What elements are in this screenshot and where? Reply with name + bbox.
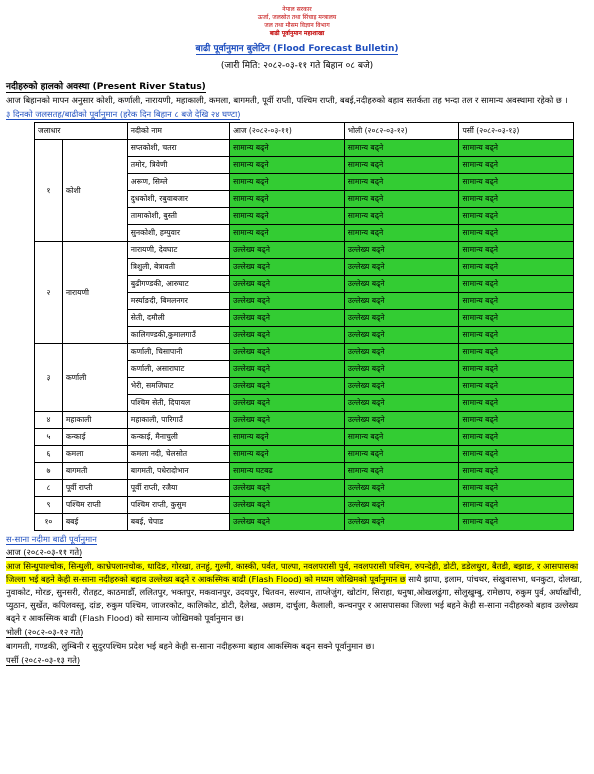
basin-name: कमला: [62, 446, 127, 463]
forecast-tomorrow: सामान्य बढ्ने: [344, 446, 459, 463]
basin-name: कन्काई: [62, 429, 127, 446]
forecast-tomorrow: उल्लेख्य बढ्ने: [344, 480, 459, 497]
forecast-today: सामान्य बढ्ने: [230, 140, 345, 157]
table-row: [35, 463, 574, 480]
forecast-today: उल्लेख्य बढ्ने: [230, 344, 345, 361]
forecast-day-after: सामान्य बढ्ने: [459, 446, 574, 463]
basin-name: कर्णाली: [62, 344, 127, 412]
station-name: कमला नदी, चेलसोत: [127, 446, 229, 463]
forecast-tomorrow: उल्लेख्य बढ्ने: [344, 361, 459, 378]
tomorrow-date: भोली (२०८२-०३-१२ गते): [6, 627, 84, 637]
forecast-tomorrow: सामान्य बढ्ने: [344, 191, 459, 208]
forecast-tomorrow: सामान्य बढ्ने: [344, 157, 459, 174]
forecast-day-after: सामान्य बढ्ने: [459, 259, 574, 276]
table-row: [35, 412, 574, 429]
issued-date: (जारी मिति: २०८२-०३-११ गते बिहान ०८ बजे): [220, 61, 374, 71]
basin-name: पूर्वी राप्ती: [62, 480, 127, 497]
forecast-today: उल्लेख्य बढ्ने: [230, 514, 345, 531]
forecast-today: उल्लेख्य बढ्ने: [230, 361, 345, 378]
forecast-tomorrow: उल्लेख्य बढ्ने: [344, 293, 459, 310]
basin-number: ९: [35, 497, 63, 514]
table-row: [35, 514, 574, 531]
station-name: पूर्वी राप्ती, रजैया: [127, 480, 229, 497]
basin-name: बबई: [62, 514, 127, 531]
forecast-today: उल्लेख्य बढ्ने: [230, 293, 345, 310]
forecast-table: [34, 122, 574, 531]
station-name: तमोर, त्रिवेणी: [127, 157, 229, 174]
col-tomorrow: भोली (२०८२-०३-१२): [344, 123, 459, 140]
forecast-day-after: सामान्य बढ्ने: [459, 242, 574, 259]
station-name: पश्चिम राप्ती, कुसुम: [127, 497, 229, 514]
station-name: बबई, चेपाड: [127, 514, 229, 531]
basin-number: ४: [35, 412, 63, 429]
forecast-tomorrow: उल्लेख्य बढ्ने: [344, 242, 459, 259]
forecast-day-after: सामान्य बढ्ने: [459, 463, 574, 480]
forecast-tomorrow: सामान्य बढ्ने: [344, 174, 459, 191]
forecast-day-after: सामान्य बढ्ने: [459, 174, 574, 191]
station-name: कर्णाली, चिसापानी: [127, 344, 229, 361]
agency-header: [0, 6, 594, 38]
basin-name: कोशी: [62, 140, 127, 242]
header-line-3: जल तथा मौसम विज्ञान विभाग: [264, 22, 330, 29]
station-name: बागमती, पधेरादोभान: [127, 463, 229, 480]
station-name: सुनकोशी, हम्पुवार: [127, 225, 229, 242]
basin-number: ६: [35, 446, 63, 463]
present-status-text: आज बिहानको मापन अनुसार कोशी, कर्णाली, नारायणी, महाकाली, कमला, बागमती, पूर्वी राप्ती, पश्चिम राप्ती, बबई,नदीहरुको बहाव सतर्कता तह भन्दा तल र सामान्य अवस्थामा रहेको छ ।: [6, 95, 568, 105]
forecast-today: सामान्य बढ्ने: [230, 208, 345, 225]
forecast-today: उल्लेख्य बढ्ने: [230, 395, 345, 412]
forecast-today: उल्लेख्य बढ्ने: [230, 378, 345, 395]
forecast-day-after: सामान्य बढ्ने: [459, 344, 574, 361]
basin-name: नारायणी: [62, 242, 127, 344]
station-name: मर्स्याङदी, बिमलनगर: [127, 293, 229, 310]
station-name: दुधकोशी, रबुवाबजार: [127, 191, 229, 208]
table-row: [35, 446, 574, 463]
station-name: नारायणी, देवघाट: [127, 242, 229, 259]
table-row: [35, 242, 574, 259]
basin-name: महाकाली: [62, 412, 127, 429]
col-today: आज (२०८२-०३-११): [230, 123, 345, 140]
header-line-2: ऊर्जा, जलस्रोत तथा सिंचाइ मन्त्रालय: [257, 14, 337, 21]
forecast-tomorrow: उल्लेख्य बढ्ने: [344, 259, 459, 276]
basin-number: ३: [35, 344, 63, 412]
forecast-day-after: सामान्य बढ्ने: [459, 497, 574, 514]
forecast-day-after: सामान्य बढ्ने: [459, 293, 574, 310]
forecast-day-after: सामान्य बढ्ने: [459, 361, 574, 378]
station-name: कर्णाली, असाराघाट: [127, 361, 229, 378]
table-row: [35, 140, 574, 157]
basin-number: ५: [35, 429, 63, 446]
basin-number: ७: [35, 463, 63, 480]
forecast-today: सामान्य बढ्ने: [230, 157, 345, 174]
forecast-day-after: सामान्य बढ्ने: [459, 429, 574, 446]
forecast-today: उल्लेख्य बढ्ने: [230, 310, 345, 327]
forecast-day-after: सामान्य बढ्ने: [459, 225, 574, 242]
forecast-table-body: [35, 140, 574, 531]
basin-name: बागमती: [62, 463, 127, 480]
forecast-day-after: सामान्य बढ्ने: [459, 157, 574, 174]
col-day-after: पर्सी (२०८२-०३-१३): [459, 123, 574, 140]
forecast-today: उल्लेख्य बढ्ने: [230, 412, 345, 429]
day-after-date: पर्सी (२०८२-०३-१३ गते): [6, 655, 81, 665]
forecast-tomorrow: सामान्य बढ्ने: [344, 429, 459, 446]
forecast-today: सामान्य बढ्ने: [230, 446, 345, 463]
forecast-today: सामान्य बढ्ने: [230, 429, 345, 446]
forecast-day-after: सामान्य बढ्ने: [459, 327, 574, 344]
tomorrow-forecast-text: बागमती, गण्डकी, लुम्बिनी र सुदुरपश्चिम प्रदेश भई बहने केही स-साना नदीहरूमा बहाव आकस्मिक बढ्न सक्ने पूर्वानुमान छ।: [6, 641, 375, 651]
forecast-tomorrow: सामान्य बढ्ने: [344, 463, 459, 480]
table-row: [35, 344, 574, 361]
today-date: आज (२०८२-०३-११ गते): [6, 547, 83, 557]
station-name: कालिगण्डकी,कुमालगाउँ: [127, 327, 229, 344]
forecast-table-header: [35, 123, 574, 140]
forecast-day-after: सामान्य बढ्ने: [459, 480, 574, 497]
forecast-today: सामान्य बढ्ने: [230, 191, 345, 208]
forecast-day-after: सामान्य बढ्ने: [459, 276, 574, 293]
station-name: भेरी, समजिघाट: [127, 378, 229, 395]
col-basin: जलाधार: [35, 123, 128, 140]
basin-name: पश्चिम राप्ती: [62, 497, 127, 514]
forecast-tomorrow: उल्लेख्य बढ्ने: [344, 344, 459, 361]
forecast-day-after: सामान्य बढ्ने: [459, 395, 574, 412]
basin-number: २: [35, 242, 63, 344]
table-row: [35, 497, 574, 514]
forecast-tomorrow: उल्लेख्य बढ्ने: [344, 514, 459, 531]
present-status-heading: नदीहरुको हालको अवस्था (Present River Status): [6, 82, 206, 92]
forecast-tomorrow: सामान्य बढ्ने: [344, 208, 459, 225]
forecast-today: सामान्य घटबढ: [230, 463, 345, 480]
basin-number: १: [35, 140, 63, 242]
forecast-tomorrow: उल्लेख्य बढ्ने: [344, 276, 459, 293]
station-name: तामाकोशी, बुस्ती: [127, 208, 229, 225]
forecast-day-after: सामान्य बढ्ने: [459, 140, 574, 157]
forecast-day-after: सामान्य बढ्ने: [459, 310, 574, 327]
bulletin-title: बाढी पूर्वानुमान बुलेटिन (Flood Forecast Bulletin): [195, 44, 399, 54]
station-name: महाकाली, पारिगाउँ: [127, 412, 229, 429]
forecast-tomorrow: उल्लेख्य बढ्ने: [344, 378, 459, 395]
station-name: सप्तकोशी, चतरा: [127, 140, 229, 157]
forecast-tomorrow: उल्लेख्य बढ्ने: [344, 327, 459, 344]
col-river: नदीको नाम: [127, 123, 229, 140]
forecast-today: उल्लेख्य बढ्ने: [230, 497, 345, 514]
forecast-day-after: सामान्य बढ्ने: [459, 378, 574, 395]
forecast-today: उल्लेख्य बढ्ने: [230, 480, 345, 497]
forecast-tomorrow: उल्लेख्य बढ्ने: [344, 395, 459, 412]
forecast-tomorrow: उल्लेख्य बढ्ने: [344, 497, 459, 514]
basin-number: १०: [35, 514, 63, 531]
station-name: बुढीगण्डकी, आरुघाट: [127, 276, 229, 293]
station-name: अरूण, सिम्ले: [127, 174, 229, 191]
small-rivers-heading: स-साना नदीमा बाढी पूर्वानुमान: [6, 534, 97, 544]
forecast-today: उल्लेख्य बढ्ने: [230, 276, 345, 293]
today-rest: साथै झापा, इलाम, पांचथर, संखुवासभा, धनकुटा, दोलखा, नुवाकोट, मोरङ, सुनसरी, रौतहट, काठमाडौँ, ललितपुर, भक्तपुर, मकवानपुर, उदयपुर, चितवन, सल्यान, ताप्लेजुंग, खोटांग, सिराहा, धनुषा,ओखलढुंगा, सोलुखुम्बु, रामेछाप, रुकुम पुर्व, अर्घाखाँची, प्युठान, सुर्खेत, कपिलवस्तु, दांङ, रुकुम पश्चिम, जाजरकोट, कालिकोट, डोटी, दैलेख, अछाम, दार्चुला, कैलाली, कन्चनपुर र आसपासका जिल्ला भई बहने केही स-साना नदीहरुको बहाव उल्लेख्य बढ्ने र आकस्मिक बाढी (Flash Flood) को सामान्य जोखिमको पूर्वानुमान छ।: [6, 574, 583, 623]
header-line-4: बाढी पूर्वानुमान महाशाखा: [269, 30, 325, 37]
forecast-day-after: सामान्य बढ्ने: [459, 514, 574, 531]
basin-number: ८: [35, 480, 63, 497]
forecast-heading: ३ दिनको जलसतह/बाढीको पूर्वानुमान (हरेक दिन बिहान ८ बजे देखि २४ घण्टा): [6, 109, 241, 119]
station-name: कन्काई, मैनाचुली: [127, 429, 229, 446]
forecast-day-after: सामान्य बढ्ने: [459, 191, 574, 208]
forecast-today: उल्लेख्य बढ्ने: [230, 327, 345, 344]
forecast-today: सामान्य बढ्ने: [230, 225, 345, 242]
forecast-tomorrow: उल्लेख्य बढ्ने: [344, 412, 459, 429]
station-name: पश्चिम सेती, दिपायल: [127, 395, 229, 412]
forecast-day-after: सामान्य बढ्ने: [459, 412, 574, 429]
forecast-tomorrow: सामान्य बढ्ने: [344, 225, 459, 242]
header-line-1: नेपाल सरकार: [282, 6, 312, 13]
station-name: सेती, दमौली: [127, 310, 229, 327]
forecast-today: सामान्य बढ्ने: [230, 174, 345, 191]
table-row: [35, 429, 574, 446]
today-forecast-text: [6, 560, 586, 625]
forecast-today: उल्लेख्य बढ्ने: [230, 242, 345, 259]
today-highlight: आज सिन्धुपाल्चोक, सिन्धुली, काभ्रेपलानचोक, धादिङ, गोरखा, तनहुं, गुल्मी, कास्की, पर्वत, पाल्पा, नवलपरासी पुर्व, नवलपरासी पश्चिम, रुपन्देही, डोटी, डडेलधुरा, बैतडी, बझाङ, र आसपासका जिल्ला भई बहने केही स-साना नदीहरुको बहाव उल्लेख्य बढ्ने र आकस्मिक बाढी (Flash Flood) को मध्यम जोखिमको पूर्वानुमान छ: [6, 561, 579, 584]
forecast-tomorrow: सामान्य बढ्ने: [344, 140, 459, 157]
station-name: त्रिशुली, बेत्रावती: [127, 259, 229, 276]
forecast-day-after: सामान्य बढ्ने: [459, 208, 574, 225]
table-row: [35, 480, 574, 497]
forecast-tomorrow: उल्लेख्य बढ्ने: [344, 310, 459, 327]
forecast-today: उल्लेख्य बढ्ने: [230, 259, 345, 276]
